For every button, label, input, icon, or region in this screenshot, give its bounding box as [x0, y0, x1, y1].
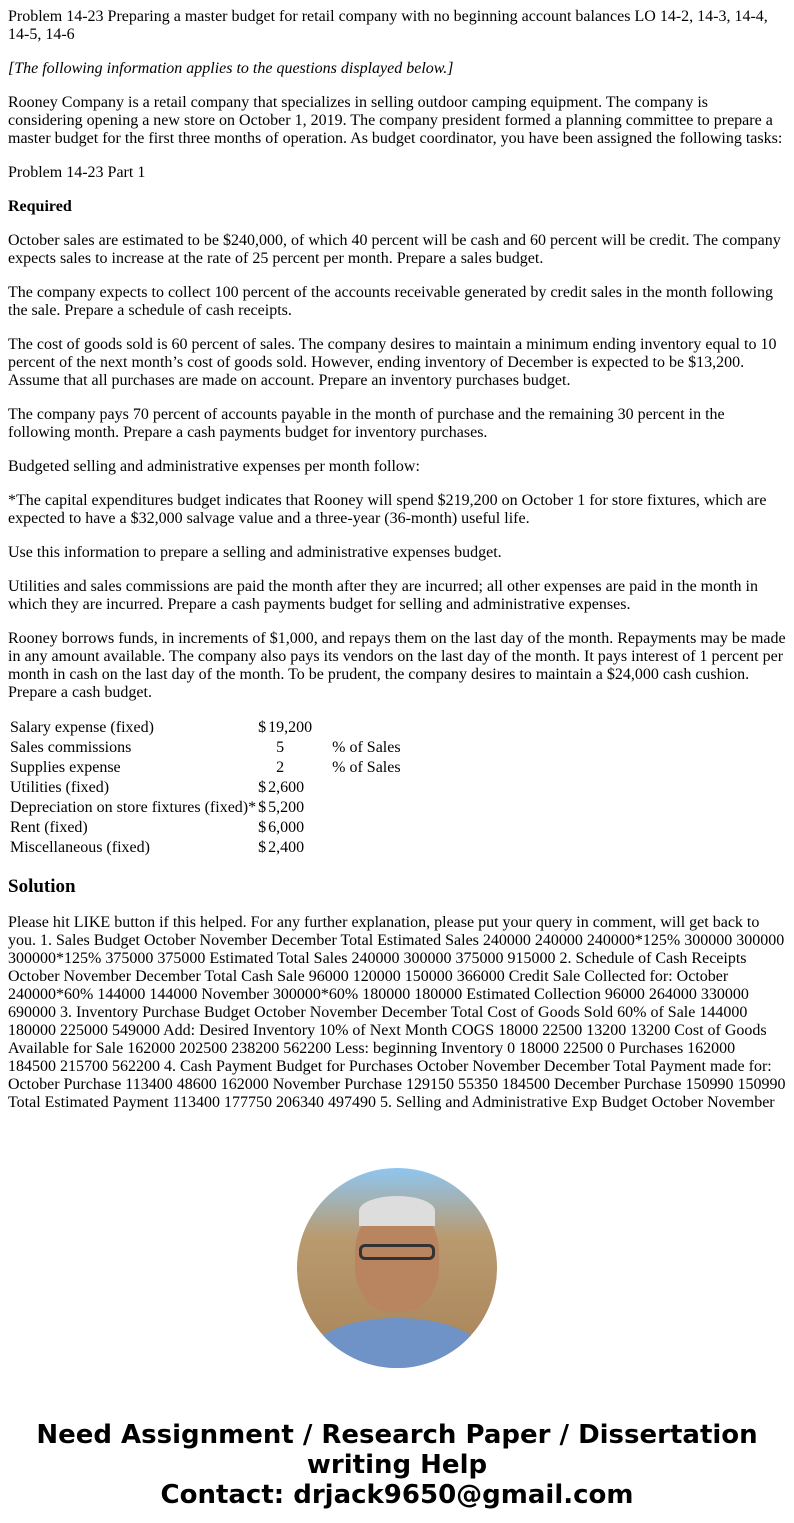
- expense-row: [8, 718, 403, 738]
- expense-label: Rent (fixed): [10, 819, 88, 836]
- expense-label: Depreciation on store fixtures (fixed)*: [10, 799, 257, 816]
- paragraph: October sales are estimated to be $240,000, of which 40 percent will be cash and 60 percent will be credit. The company expects sales to increase at the rate of 25 percent per month. Prepare a sales budget.: [8, 232, 781, 267]
- currency-symbol: $: [258, 719, 267, 736]
- expense-unit: [312, 718, 402, 738]
- paragraph: *The capital expenditures budget indicates that Rooney will spend $219,200 on October 1 for store fixtures, which are expected to have a $32,000 salvage value and a three-year (36-month) useful life.: [8, 492, 767, 527]
- paragraph: Rooney Company is a retail company that specializes in selling outdoor camping equipment. The company is considering opening a new store on October 1, 2019. The company president formed a planning committee to prepare a master budget for the first three months of operation. As budget coordinator, you have been assigned the following tasks:: [8, 94, 783, 147]
- expenses-table: [8, 718, 403, 858]
- expense-label: Utilities (fixed): [10, 779, 110, 796]
- expense-unit: [312, 798, 402, 818]
- currency-symbol: $: [258, 779, 267, 796]
- footer-contact: Contact: drjack9650@gmail.com: [160, 1480, 634, 1510]
- author-photo: [297, 1168, 497, 1368]
- solution-heading: Solution: [8, 876, 76, 897]
- intro-note: [The following information applies to the questions displayed below.]: [8, 60, 454, 77]
- part-label: Problem 14-23 Part 1: [8, 164, 146, 181]
- expense-label: Supplies expense: [10, 759, 121, 776]
- currency-symbol: [258, 758, 266, 778]
- paragraph: The company pays 70 percent of accounts payable in the month of purchase and the remaining 30 percent in the following month. Prepare a cash payments budget for inventory purchases.: [8, 406, 725, 441]
- expense-unit: % of Sales: [332, 739, 401, 756]
- paragraph: The company expects to collect 100 percent of the accounts receivable generated by credit sales in the month following the sale. Prepare a schedule of cash receipts.: [8, 284, 774, 319]
- expense-label: Sales commissions: [10, 739, 132, 756]
- expense-row: [8, 818, 403, 838]
- currency-symbol: [258, 738, 266, 758]
- expense-amount: 19,200: [268, 719, 313, 736]
- expense-amount: 6,000: [268, 819, 305, 836]
- expense-row: [8, 738, 403, 758]
- expense-amount: 2,600: [268, 779, 305, 796]
- expense-unit: [312, 838, 402, 858]
- paragraph: Budgeted selling and administrative expenses per month follow:: [8, 458, 420, 475]
- currency-symbol: $: [258, 839, 267, 856]
- currency-symbol: $: [258, 799, 267, 816]
- paragraph: Rooney borrows funds, in increments of $1,000, and repays them on the last day of the month. Repayments may be made in any amount available. The company also pays its vendors on the last day of the month. It pays interest of 1 percent per month in cash on the last day of the month. To be prudent, the company desires to maintain a $24,000 cash cushion. Prepare a cash budget.: [8, 630, 786, 701]
- expense-row: [8, 798, 403, 818]
- paragraph: Utilities and sales commissions are paid the month after they are incurred; all other expenses are paid in the month in which they are incurred. Prepare a cash payments budget for selling and administrative expenses.: [8, 578, 758, 613]
- paragraph: The cost of goods sold is 60 percent of sales. The company desires to maintain a minimum ending inventory equal to 10 percent of the next month’s cost of goods sold. However, ending inventory of December is expected to be $13,200. Assume that all purchases are made on account. Prepare an inventory purchases budget.: [8, 336, 777, 389]
- expense-row: [8, 838, 403, 858]
- expense-unit: [312, 818, 402, 838]
- expense-amount: 2,400: [268, 839, 305, 856]
- currency-symbol: $: [258, 819, 267, 836]
- expense-amount: 5: [276, 739, 285, 756]
- expense-unit: [312, 778, 402, 798]
- expense-row: [8, 778, 403, 798]
- footer-banner: [8, 1420, 786, 1510]
- paragraph: Use this information to prepare a selling and administrative expenses budget.: [8, 544, 502, 561]
- footer-line-1: Need Assignment / Research Paper / Dissertation writing Help: [36, 1420, 758, 1480]
- expense-amount: 5,200: [268, 799, 305, 816]
- expense-label: Miscellaneous (fixed): [10, 839, 150, 856]
- expense-label: Salary expense (fixed): [10, 719, 154, 736]
- expense-amount: 2: [276, 759, 285, 776]
- problem-title: Problem 14-23 Preparing a master budget for retail company with no beginning account balances LO 14-2, 14-3, 14-4, 14-5, 14-6: [8, 8, 768, 43]
- solution-text: Please hit LIKE button if this helped. For any further explanation, please put your query in comment, will get back to you. 1. Sales Budget October November December Total Estimated Sales 240000 240000 240000*125% 300000 300000 300000*125% 375000 375000 Estimated Total Sales 240000 300000 375000 915000 2. Schedule of Cash Receipts October November December Total Cash Sale 96000 120000 150000 366000 Credit Sale Collected for: October 240000*60% 144000 144000 November 300000*60% 180000 180000 Estimated Collection 96000 264000 330000 690000 3. Inventory Purchase Budget October November December Total Cost of Goods Sold 60% of Sale 144000 180000 225000 549000 Add: Desired Inventory 10% of Next Month COGS 18000 22500 13200 13200 Cost of Goods Available for Sale 162000 202500 238200 562200 Less: beginning Inventory 0 18000 22500 0 Purchases 162000 184500 215700 562200 4. Cash Payment Budget for Purchases October November December Total Payment made for: October Purchase 113400 48600 162000 November Purchase 129150 55350 184500 December Purchase 150990 150990 Total Estimated Payment 113400 177750 206340 497490 5. Selling and Administrative Exp Budget October November: [8, 914, 786, 1111]
- expense-row: [8, 758, 403, 778]
- required-label: Required: [8, 198, 72, 215]
- expense-unit: % of Sales: [332, 759, 401, 776]
